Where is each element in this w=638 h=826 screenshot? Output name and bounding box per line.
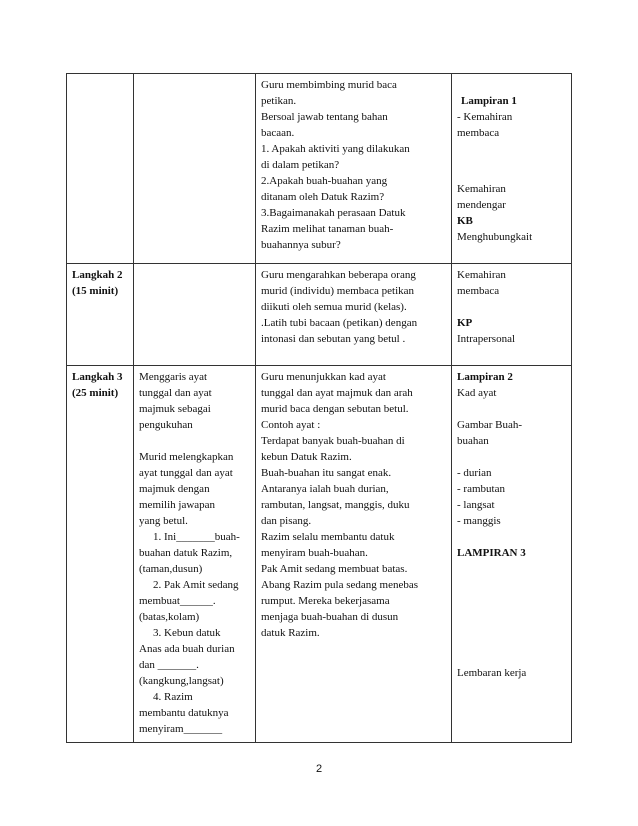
skill-label: membaca — [457, 285, 500, 297]
step-label: Langkah 2 — [72, 269, 123, 281]
skill-label: Kemahiran — [457, 269, 506, 281]
activity-line: murid (individu) membaca petikan — [261, 285, 415, 297]
lampiran-label: LAMPIRAN 3 — [457, 547, 526, 559]
activity-line: Guru menunjukkan kad ayat — [261, 371, 386, 383]
activity-line: menyiram buah-buahan. — [261, 547, 368, 559]
exercise-line: 4. Razim — [153, 691, 193, 703]
objective-line: Menggaris ayat — [139, 371, 208, 383]
activity-line: ditanam oleh Datuk Razim? — [261, 191, 385, 203]
page-number: 2 — [315, 763, 323, 775]
activity-line: murid baca dengan sebutan betul. — [261, 403, 409, 415]
content-cell — [134, 366, 256, 743]
activity-line: 3.Bagaimanakah perasaan Datuk — [261, 207, 406, 219]
lampiran-label: Lampiran 1 — [461, 95, 517, 107]
material-label: Gambar Buah- — [457, 419, 523, 431]
activity-line: rumput. Mereka bekerjasama — [261, 595, 390, 607]
exercise-line: 3. Kebun datuk — [153, 627, 221, 639]
activity-line: menjaga buah-buahan di dusun — [261, 611, 399, 623]
skill-label: membaca — [457, 127, 500, 139]
table-row — [67, 74, 572, 264]
step-duration: (15 minit) — [72, 285, 119, 297]
notes-cell — [452, 74, 572, 264]
kb-value: Menghubungkait — [457, 231, 533, 243]
activity-line: Abang Razim pula sedang menebas — [261, 579, 419, 591]
skill-label: Kemahiran — [457, 183, 506, 195]
activity-line: intonasi dan sebutan yang betul . — [261, 333, 406, 345]
kp-value: Intrapersonal — [457, 333, 516, 345]
exercise-line: Anas ada buah durian — [139, 643, 235, 655]
activity-line: Buah-buahan itu sangat enak. — [261, 467, 392, 479]
material-label: Lembaran kerja — [457, 667, 527, 679]
task-line: Murid melengkapkan — [139, 451, 234, 463]
step-cell — [67, 74, 134, 264]
skill-label: - Kemahiran — [457, 111, 513, 123]
activity-line: diikuti oleh semua murid (kelas). — [261, 301, 407, 313]
activity-line: kebun Datuk Razim. — [261, 451, 352, 463]
exercise-line: membantu datuknya — [139, 707, 229, 719]
material-label: buahan — [457, 435, 489, 447]
activity-line: Guru mengarahkan beberapa orang — [261, 269, 416, 281]
content-cell — [134, 74, 256, 264]
skill-label: mendengar — [457, 199, 506, 211]
objective-line: majmuk sebagai — [139, 403, 211, 415]
notes-cell — [452, 264, 572, 366]
material-label: Kad ayat — [457, 387, 497, 399]
exercise-line: dan _______. — [139, 659, 199, 671]
activity-line: 2.Apakah buah-buahan yang — [261, 175, 388, 187]
activity-line: Razim selalu membantu datuk — [261, 531, 395, 543]
activity-line: Contoh ayat : — [261, 419, 321, 431]
activity-line: .Latih tubi bacaan (petikan) dengan — [261, 317, 418, 329]
lampiran-label: Lampiran 2 — [457, 371, 513, 383]
exercise-line: 2. Pak Amit sedang — [153, 579, 239, 591]
fruit-item: - langsat — [457, 499, 495, 511]
task-line: ayat tunggal dan ayat — [139, 467, 233, 479]
activity-cell — [256, 366, 452, 743]
step-cell — [67, 366, 134, 743]
table-row — [67, 366, 572, 743]
notes-cell — [452, 366, 572, 743]
objective-line: tunggal dan ayat — [139, 387, 212, 399]
kp-label: KP — [457, 317, 473, 329]
exercise-line: (kangkung,langsat) — [139, 675, 224, 687]
kb-label: KB — [457, 215, 473, 227]
exercise-line: buahan datuk Razim, — [139, 547, 233, 559]
activity-cell — [256, 264, 452, 366]
exercise-line: (batas,kolam) — [139, 611, 200, 623]
exercise-line: (taman,dusun) — [139, 563, 203, 575]
activity-line: rambutan, langsat, manggis, duku — [261, 499, 410, 511]
task-line: yang betul. — [139, 515, 188, 527]
exercise-line: membuat______. — [139, 595, 216, 607]
activity-line: Razim melihat tanaman buah- — [261, 223, 394, 235]
activity-line: Pak Amit sedang membuat batas. — [261, 563, 408, 575]
activity-line: petikan. — [261, 95, 297, 107]
exercise-line: 1. Ini_______buah- — [153, 531, 240, 543]
activity-line: Terdapat banyak buah-buahan di — [261, 435, 405, 447]
activity-line: 1. Apakah aktiviti yang dilakukan — [261, 143, 410, 155]
step-label: Langkah 3 — [72, 371, 123, 383]
task-line: majmuk dengan — [139, 483, 210, 495]
table-row — [67, 264, 572, 366]
activity-line: di dalam petikan? — [261, 159, 340, 171]
step-duration: (25 minit) — [72, 387, 119, 399]
fruit-item: - manggis — [457, 515, 501, 527]
task-line: memilih jawapan — [139, 499, 216, 511]
activity-line: Bersoal jawab tentang bahan — [261, 111, 388, 123]
objective-line: pengukuhan — [139, 419, 193, 431]
activity-line: Antaranya ialah buah durian, — [261, 483, 389, 495]
activity-line: dan pisang. — [261, 515, 312, 527]
content-cell — [134, 264, 256, 366]
fruit-item: - rambutan — [457, 483, 505, 495]
exercise-line: menyiram_______ — [139, 723, 223, 735]
activity-line: buahannya subur? — [261, 239, 341, 251]
activity-line: tunggal dan ayat majmuk dan arah — [261, 387, 413, 399]
lesson-plan-table — [66, 73, 572, 743]
activity-line: Guru membimbing murid baca — [261, 79, 397, 91]
fruit-item: - durian — [457, 467, 492, 479]
activity-line: datuk Razim. — [261, 627, 320, 639]
activity-cell — [256, 74, 452, 264]
step-cell — [67, 264, 134, 366]
activity-line: bacaan. — [261, 127, 295, 139]
